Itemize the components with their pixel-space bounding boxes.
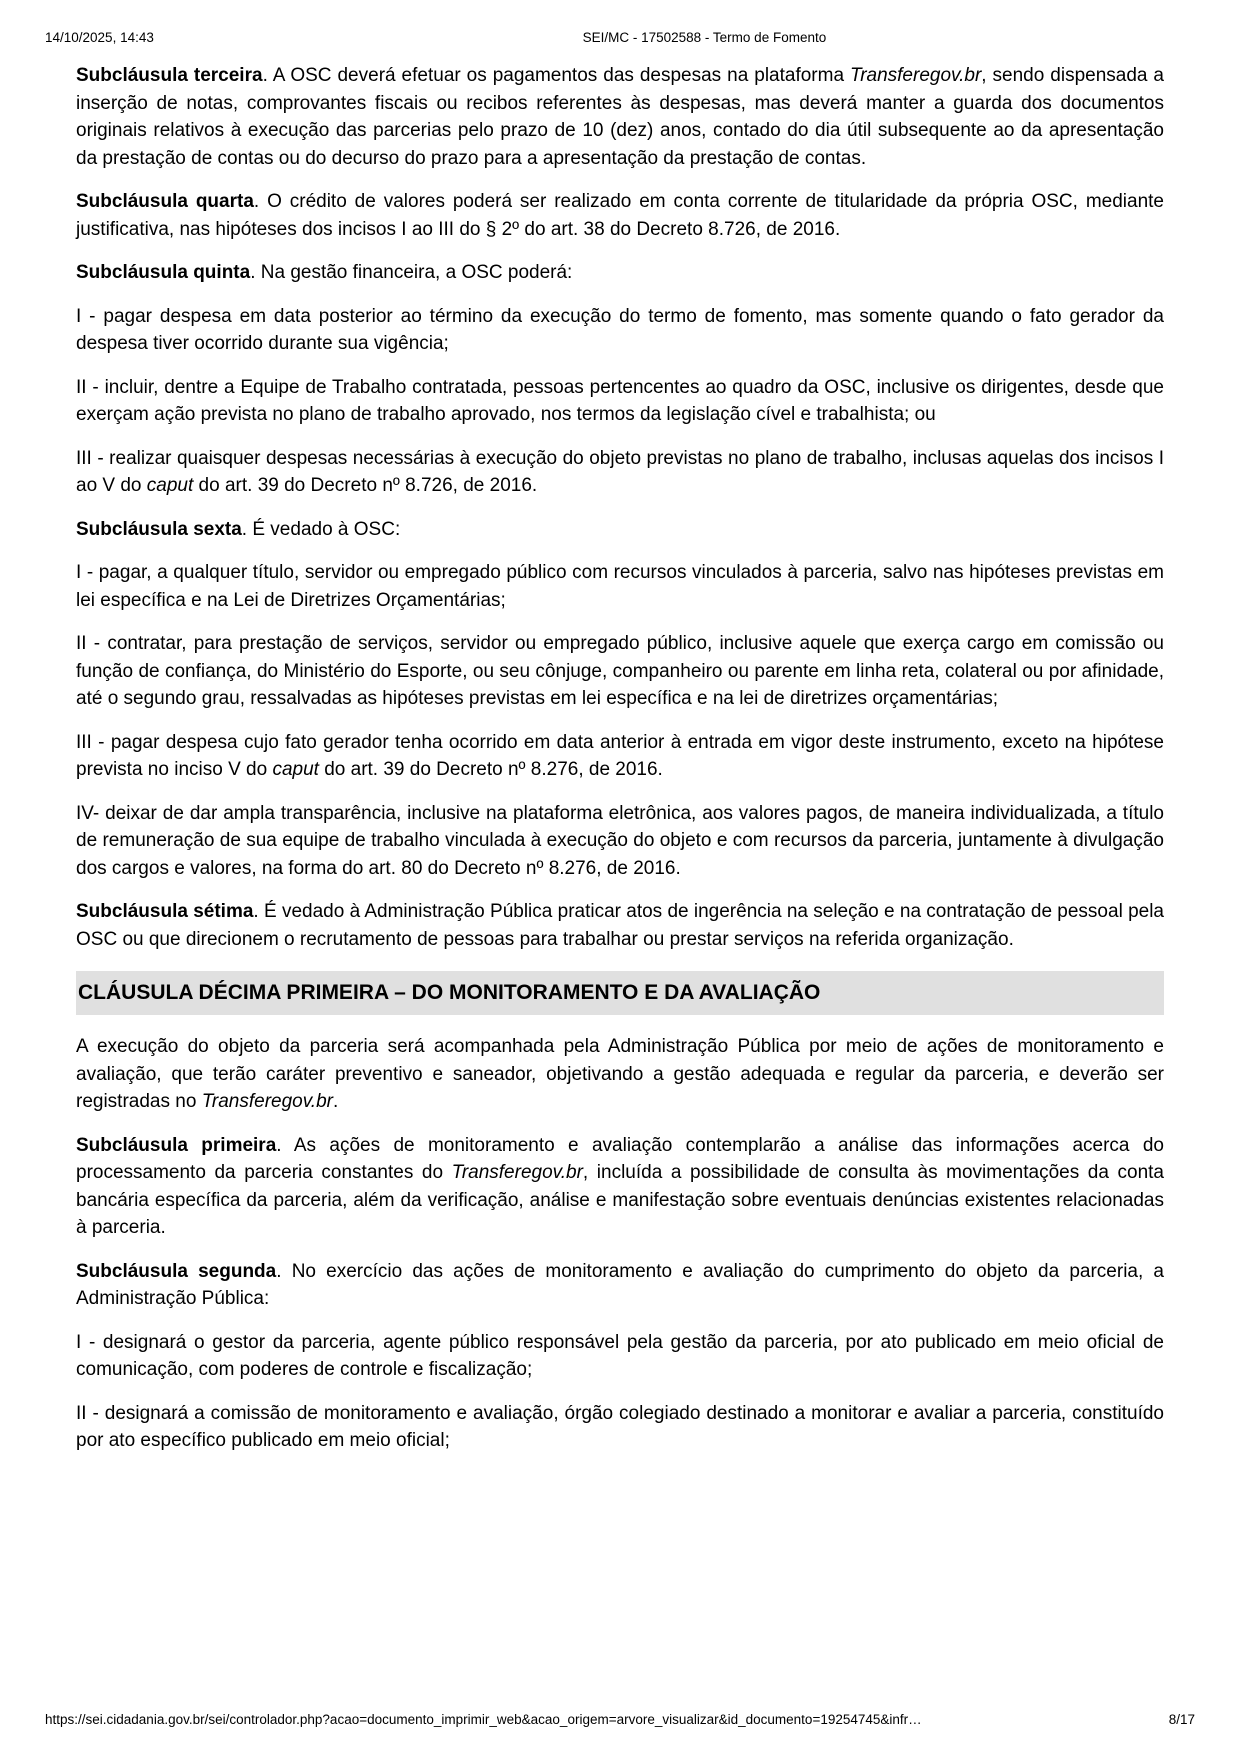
text-segment: . É vedado à OSC: [241,518,401,540]
text-segment: , sendo dispensada a inserção de notas, comprovantes fiscais ou recibos referentes às despesas, mas deverá manter a guarda dos documentos originais relativos à execução das parcerias pelo prazo de 10 (dez) anos, contado do dia útil subsequente ao da apresentação da prestação de contas ou do decurso do prazo para a apresentação da prestação de contas. [76,65,1165,169]
paragraph [76,445,1164,500]
paragraph [76,1329,1164,1384]
text-segment: do art. 39 do Decreto nº 8.726, de 2016. [193,475,538,496]
paragraph [76,62,1164,172]
text-segment: Subcláusula quarta [76,191,254,212]
text-segment: Subcláusula sétima [76,901,254,922]
source-url: https://sei.cidadania.gov.br/sei/controlador.php?acao=documento_imprimir_web&acao_origem=arvore_visualizar&id_documento=19254745&infr… [45,1712,922,1727]
paragraph [76,374,1164,429]
text-segment: I - pagar, a qualquer título, servidor ou empregado público com recursos vinculados à parceria, salvo nas hipóteses previstas em lei específica e na Lei de Diretrizes Orçamentárias; [76,562,1164,611]
text-segment: Transferegov.br [201,1091,333,1112]
text-segment: III - realizar quaisquer despesas necessárias à execução do objeto previstas no plano de trabalho, inclusas aquelas dos incisos I ao V do [76,447,1164,496]
paragraph [76,259,1164,287]
clause-heading [76,971,1164,1015]
paragraph [76,559,1164,614]
page-header [0,0,1240,46]
text-segment: IV- deixar de dar ampla transparência, inclusive na plataforma eletrônica, aos valores pagos, de maneira individualizada, a título de remuneração de sua equipe de trabalho vinculada à execução do objeto e com recursos da parceria, juntamente à divulgação dos cargos e valores, na forma do art. 80 do Decreto nº 8.276, de 2016. [76,802,1164,879]
text-segment: . Na gestão financeira, a OSC poderá: [250,262,573,283]
paragraph [76,516,1164,544]
text-segment: II - designará a comissão de monitoramento e avaliação, órgão colegiado destinado a monitorar e avaliar a parceria, constituído por ato específico publicado em meio oficial; [76,1402,1164,1451]
text-segment: . É vedado à Administração Pública praticar atos de ingerência na seleção e na contratação de pessoal pela OSC ou que direcionem o recrutamento de pessoas para trabalhar ou prestar serviços na referida organização. [76,901,1164,950]
text-segment: . A OSC deverá efetuar os pagamentos das despesas na plataforma [262,65,850,86]
text-segment: I - designará o gestor da parceria, agente público responsável pela gestão da parceria, por ato publicado em meio oficial de comunicação, com poderes de controle e fiscalização; [76,1331,1164,1380]
document-body [76,62,1164,1455]
paragraph [76,1400,1164,1455]
paragraph [76,898,1164,953]
text-segment: II - incluir, dentre a Equipe de Trabalho contratada, pessoas pertencentes ao quadro da OSC, inclusive os dirigentes, desde que exerçam ação prevista no plano de trabalho aprovado, nos termos da legislação cível e trabalhista; ou [76,376,1164,425]
text-segment: CLÁUSULA DÉCIMA PRIMEIRA – DO MONITORAMENTO E DA AVALIAÇÃO [78,981,821,1004]
text-segment: . As ações de monitoramento e avaliação contemplarão a análise das informações acerca do processamento da parceria constantes do [76,1134,1164,1183]
text-segment: . No exercício das ações de monitoramento e avaliação do cumprimento do objeto da parceria, a Administração Pública: [76,1260,1165,1309]
text-segment: I - pagar despesa em data posterior ao término da execução do termo de fomento, mas somente quando o fato gerador da despesa tiver ocorrido durante sua vigência; [76,305,1164,354]
text-segment: Transferegov.br [850,65,982,86]
text-segment: , incluída a possibilidade de consulta às movimentações da conta bancária específica da parceria, além da verificação, análise e manifestação sobre eventuais denúncias existentes relacionadas à parceria. [76,1162,1164,1238]
text-segment: A execução do objeto da parceria será acompanhada pela Administração Pública por meio de ações de monitoramento e avaliação, que terão caráter preventivo e saneador, objetivando a gestão adequada e regular da parceria, e deverão ser registradas no [76,1036,1164,1112]
text-segment: do art. 39 do Decreto nº 8.276, de 2016. [318,759,663,780]
print-datetime: 14/10/2025, 14:43 [45,30,154,45]
text-segment: caput [272,759,319,780]
paragraph [76,303,1164,358]
text-segment: Subcláusula quinta [76,262,251,283]
paragraph [76,1258,1164,1313]
page-footer [45,1712,1195,1728]
text-segment: Subcláusula terceira [76,65,263,86]
text-segment: Subcláusula primeira [76,1134,277,1156]
document-title: SEI/MC - 17502588 - Termo de Fomento [582,30,827,45]
paragraph [76,729,1164,784]
paragraph [76,1132,1164,1242]
text-segment: II - contratar, para prestação de serviços, servidor ou empregado público, inclusive aquele que exerça cargo em comissão ou função de confiança, do Ministério do Esporte, ou seu cônjuge, companheiro ou parente em linha reta, colateral ou por afinidade, até o segundo grau, ressalvadas as hipóteses previstas em lei específica e na lei de diretrizes orçamentárias; [76,633,1164,709]
text-segment: Subcláusula sexta [76,518,242,540]
text-segment: Subcláusula segunda [76,1260,277,1282]
page-number: 8/17 [1168,1712,1195,1727]
text-segment: . [332,1091,339,1112]
paragraph [76,630,1164,713]
text-segment: caput [146,475,194,496]
paragraph [76,188,1164,243]
paragraph [76,800,1164,883]
text-segment: . O crédito de valores poderá ser realizado em conta corrente de titularidade da própria OSC, mediante justificativa, nas hipóteses dos incisos I ao III do § 2º do art. 38 do Decreto 8.726, de 2016. [76,191,1164,240]
text-segment: Transferegov.br [451,1162,583,1183]
text-segment: III - pagar despesa cujo fato gerador tenha ocorrido em data anterior à entrada em vigor deste instrumento, exceto na hipótese prevista no inciso V do [76,731,1164,780]
paragraph [76,1033,1164,1116]
